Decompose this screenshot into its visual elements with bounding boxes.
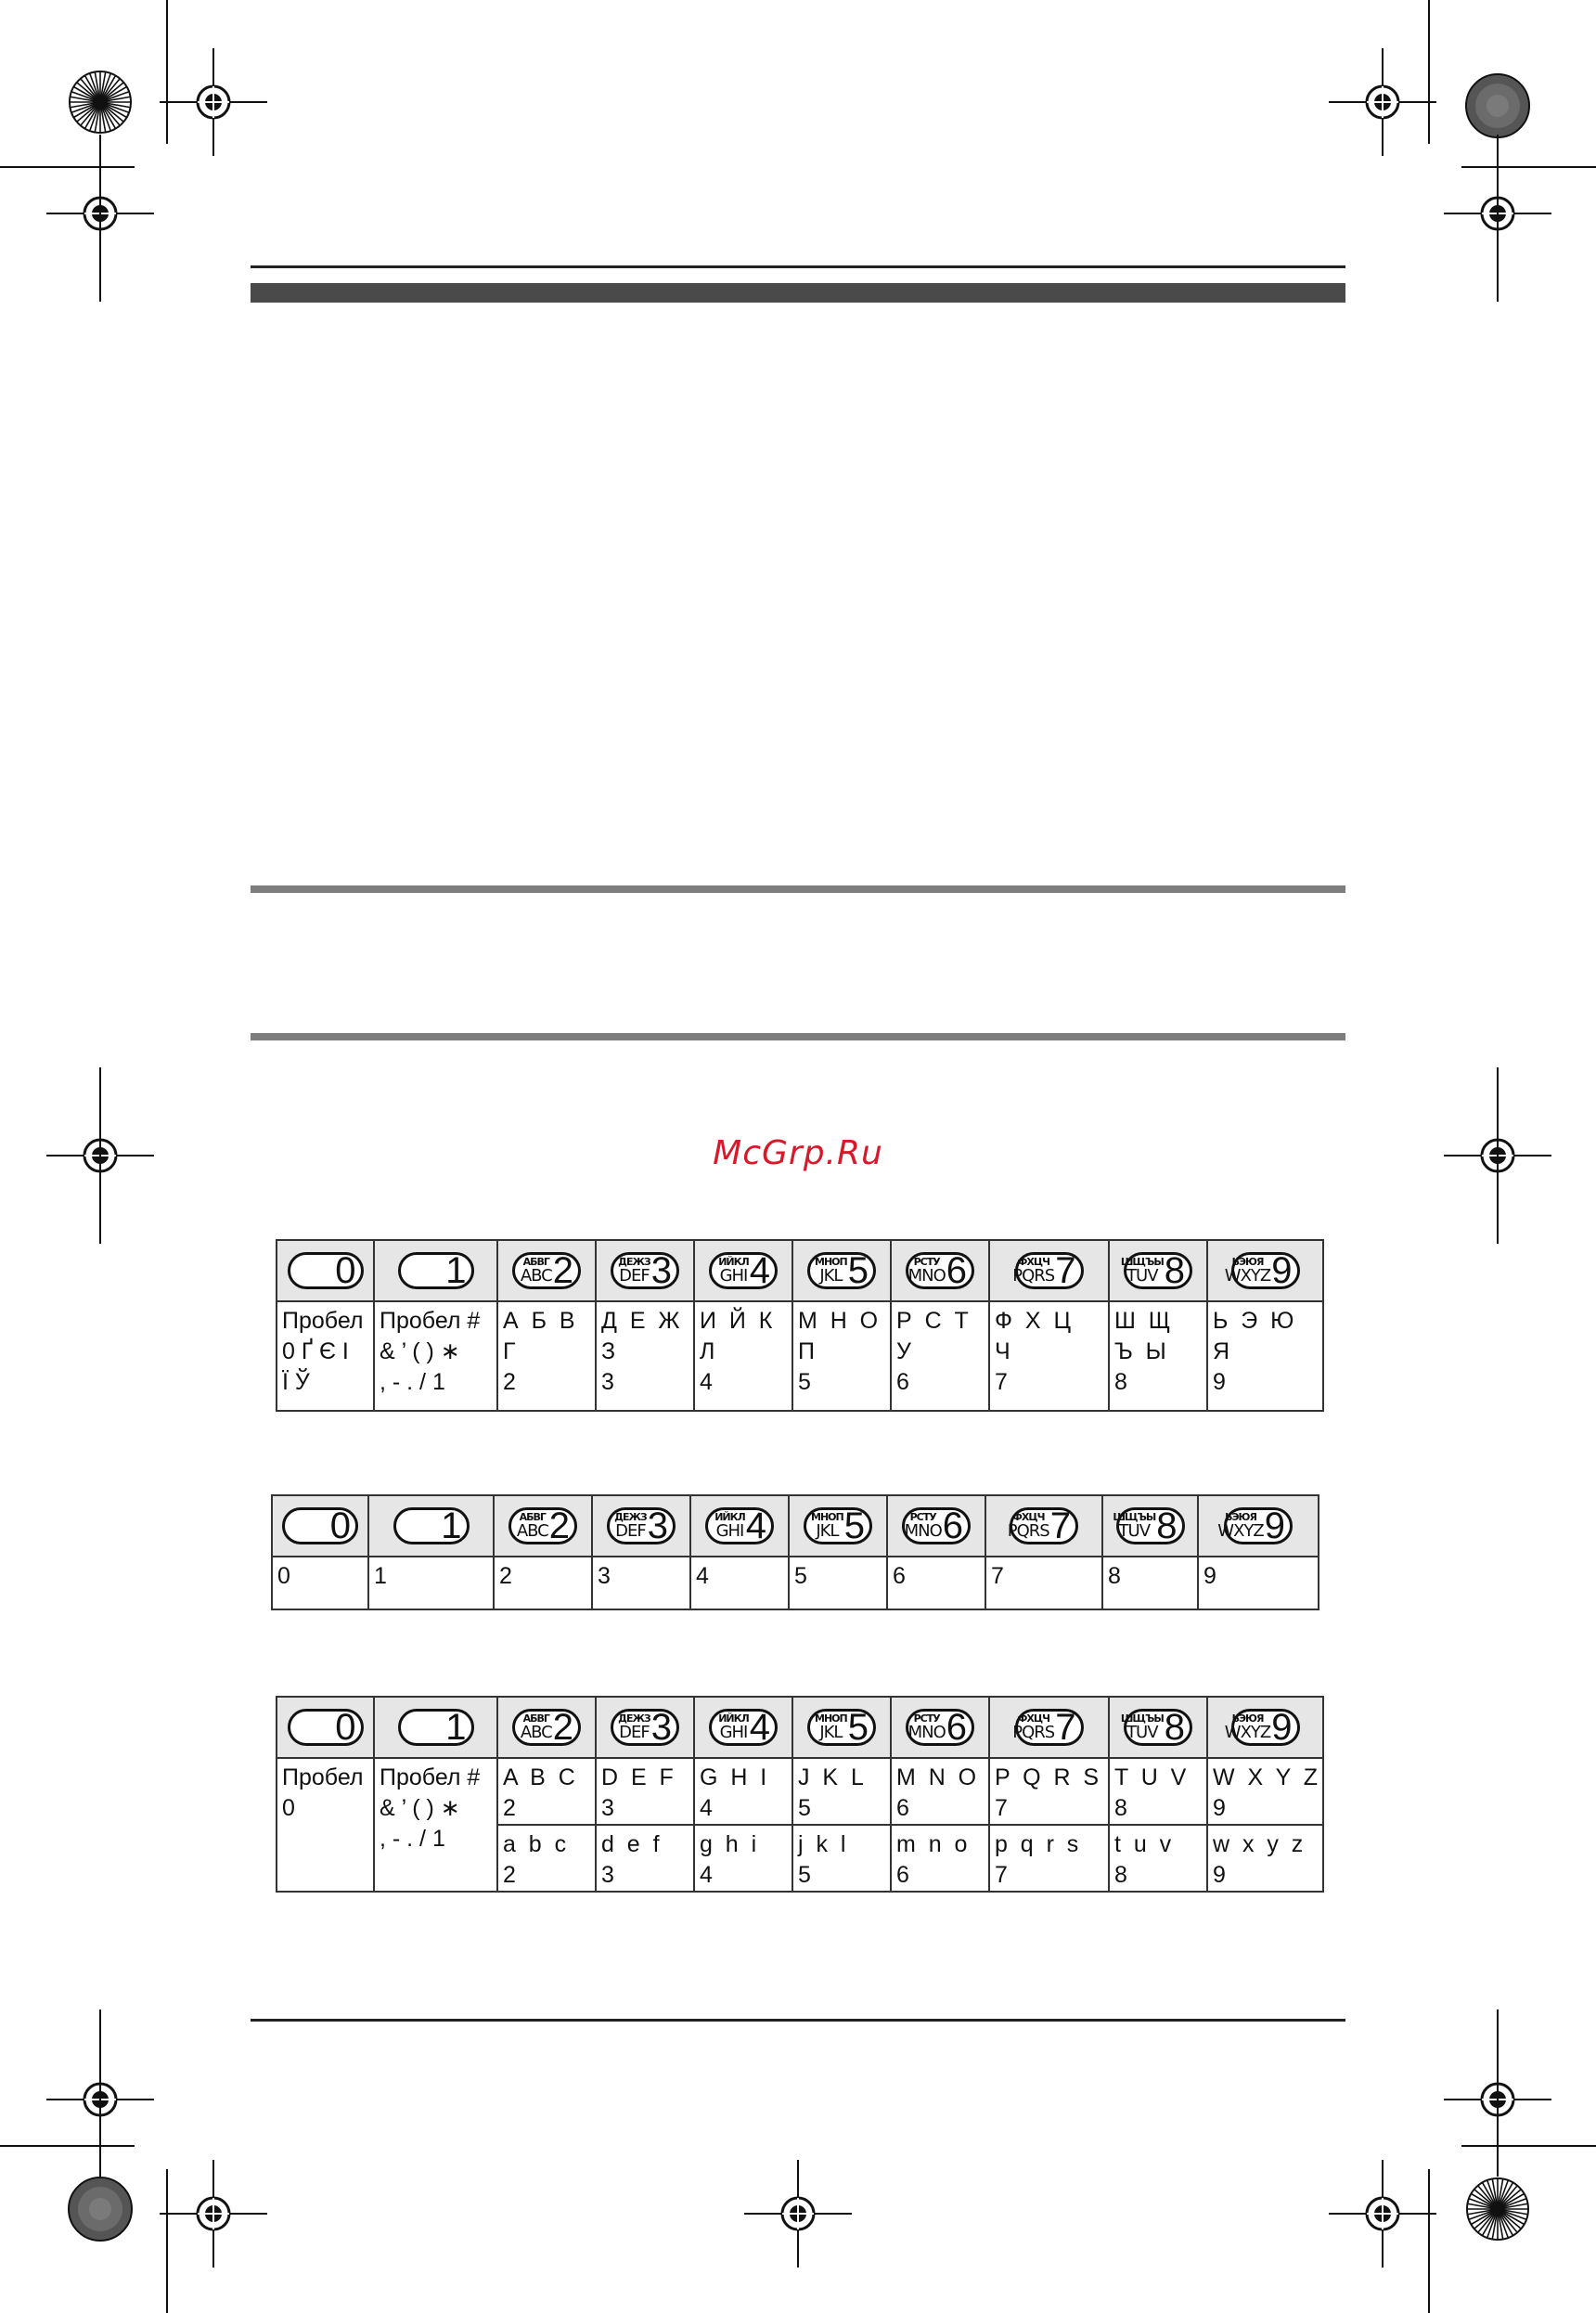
char-list: w x y z 9 <box>1213 1831 1304 1888</box>
char-list: p q r s 7 <box>995 1831 1079 1888</box>
char-list: A B C 2 <box>503 1764 575 1821</box>
key-digit: 3 <box>650 1707 671 1748</box>
key-latin-label: MNO <box>907 1266 946 1286</box>
char-list: Пробел # & ’ ( ) ∗ , - . / 1 <box>380 1308 481 1395</box>
key-digit: 1 <box>445 1707 466 1748</box>
char-list: Д Е Ж З 3 <box>601 1308 680 1395</box>
key-latin-label: MNO <box>907 1723 946 1742</box>
char-list: 8 <box>1108 1563 1121 1589</box>
key-digit: 5 <box>843 1505 864 1546</box>
key-cyrillic-label: ДЕЖЗ <box>614 1511 647 1523</box>
key-cyrillic-label: ДЕЖЗ <box>618 1256 650 1268</box>
key-digit: 2 <box>548 1505 569 1546</box>
char-list: W X Y Z 9 <box>1213 1764 1318 1821</box>
key-latin-label: PQRS <box>1012 1723 1055 1742</box>
key-digit: 8 <box>1156 1505 1177 1546</box>
key-digit: 4 <box>749 1707 769 1748</box>
key-digit: 6 <box>946 1250 966 1291</box>
char-list: g h i 4 <box>700 1831 757 1888</box>
key-digit: 1 <box>445 1250 466 1291</box>
crosshair-mark <box>160 2160 267 2268</box>
key-cyrillic-label: МНОП <box>811 1511 843 1523</box>
crosshair-mark <box>160 48 267 156</box>
key-digit: 4 <box>749 1250 769 1291</box>
key-digit: 6 <box>946 1707 966 1748</box>
key-cyrillic-label: ШЩЪЫ <box>1120 1256 1164 1268</box>
key-latin-label: TUV <box>1118 1521 1151 1541</box>
key-cyrillic-label: ЬЭЮЯ <box>1231 1256 1264 1268</box>
key-digit: 4 <box>745 1505 766 1546</box>
key-cyrillic-label: ИЙКЛ <box>714 1511 745 1523</box>
key-digit: 7 <box>1055 1250 1075 1291</box>
disc-mark-bottom-left <box>69 2177 132 2241</box>
key-latin-label: DEF <box>619 1723 650 1742</box>
key-cyrillic-label: ШЩЪЫ <box>1120 1712 1164 1725</box>
key-cyrillic-label: АБВГ <box>519 1511 546 1523</box>
key-cyrillic-label: ФХЦЧ <box>1012 1511 1045 1523</box>
char-list: a b c 2 <box>503 1831 567 1888</box>
key-latin-label: ABC <box>520 1266 552 1286</box>
crosshair-mark <box>744 2160 852 2268</box>
char-list: D E F 3 <box>601 1764 674 1821</box>
char-list: М Н О П 5 <box>798 1308 879 1395</box>
key-digit: 7 <box>1055 1707 1075 1748</box>
char-list: Р С Т У 6 <box>896 1308 969 1395</box>
key-digit: 5 <box>847 1707 868 1748</box>
watermark-text: McGrp.Ru <box>713 1134 883 1172</box>
char-list: m n o 6 <box>896 1831 968 1888</box>
char-list: Ш Щ Ъ Ы 8 <box>1114 1308 1171 1395</box>
key-latin-label: WXYZ <box>1224 1266 1271 1286</box>
key-digit: 3 <box>647 1505 667 1546</box>
key-cyrillic-label: ИЙКЛ <box>718 1712 749 1725</box>
char-list: 0 <box>277 1563 290 1589</box>
key-cyrillic-label: ЬЭЮЯ <box>1225 1511 1256 1523</box>
key-digit: 0 <box>335 1250 355 1291</box>
char-list: Пробел # & ’ ( ) ∗ , - . / 1 <box>380 1764 481 1852</box>
char-list: 9 <box>1203 1563 1216 1589</box>
key-cyrillic-label: МНОП <box>815 1712 847 1725</box>
key-latin-label: GHI <box>715 1521 744 1541</box>
key-cyrillic-label: ЬЭЮЯ <box>1231 1712 1264 1725</box>
key-latin-label: ABC <box>520 1723 552 1742</box>
char-list: t u v 8 <box>1114 1831 1172 1888</box>
key-cyrillic-label: РСТУ <box>909 1511 936 1523</box>
key-cyrillic-label: ШЩЪЫ <box>1113 1511 1156 1523</box>
key-digit: 0 <box>329 1505 350 1546</box>
key-latin-label: GHI <box>719 1266 748 1286</box>
key-cyrillic-label: МНОП <box>815 1256 847 1268</box>
char-list: M N O 6 <box>896 1764 977 1821</box>
char-list: J K L 5 <box>798 1764 864 1821</box>
crosshair-mark <box>1329 48 1436 156</box>
char-list: 5 <box>794 1563 807 1589</box>
char-list: 2 <box>499 1563 512 1589</box>
char-list: G H I 4 <box>700 1764 767 1821</box>
char-list: 7 <box>991 1563 1004 1589</box>
key-latin-label: WXYZ <box>1217 1521 1264 1541</box>
key-latin-label: ABC <box>516 1521 548 1541</box>
char-list: 1 <box>374 1563 387 1589</box>
key-latin-label: GHI <box>719 1723 748 1742</box>
char-list: Пробел 0 <box>282 1764 364 1821</box>
char-list: Ь Э Ю Я 9 <box>1213 1308 1294 1395</box>
char-list: Пробел 0 Ґ Є І Ї Ў <box>282 1308 364 1395</box>
key-cyrillic-label: ИЙКЛ <box>718 1256 749 1268</box>
key-cyrillic-label: РСТУ <box>913 1712 940 1725</box>
key-latin-label: JKL <box>816 1521 839 1541</box>
char-list: Ф Х Ц Ч 7 <box>995 1308 1071 1395</box>
char-list: d e f 3 <box>601 1831 660 1888</box>
key-digit: 9 <box>1264 1505 1284 1546</box>
key-digit: 5 <box>847 1250 868 1291</box>
char-list: j k l 5 <box>798 1831 846 1888</box>
crosshair-mark <box>1329 2160 1436 2268</box>
key-latin-label: JKL <box>819 1266 843 1286</box>
key-latin-label: PQRS <box>1012 1266 1055 1286</box>
key-digit: 0 <box>335 1707 355 1748</box>
key-digit: 2 <box>552 1707 573 1748</box>
key-latin-label: WXYZ <box>1224 1723 1271 1742</box>
key-cyrillic-label: АБВГ <box>522 1256 549 1268</box>
key-latin-label: PQRS <box>1007 1521 1049 1541</box>
key-digit: 3 <box>650 1250 671 1291</box>
key-latin-label: TUV <box>1126 1723 1158 1742</box>
key-digit: 8 <box>1164 1707 1184 1748</box>
char-list: И Й К Л 4 <box>700 1308 773 1395</box>
key-cyrillic-label: ФХЦЧ <box>1017 1712 1049 1725</box>
key-digit: 7 <box>1049 1505 1070 1546</box>
key-digit: 8 <box>1164 1250 1184 1291</box>
key-cyrillic-label: РСТУ <box>913 1256 940 1268</box>
char-list: А Б В Г 2 <box>503 1308 575 1395</box>
key-digit: 1 <box>441 1505 461 1546</box>
key-cyrillic-label: АБВГ <box>522 1712 549 1725</box>
key-cyrillic-label: ФХЦЧ <box>1017 1256 1049 1268</box>
char-list: 3 <box>598 1563 611 1589</box>
key-digit: 9 <box>1271 1250 1292 1291</box>
key-latin-label: TUV <box>1126 1266 1158 1286</box>
char-list: 4 <box>696 1563 709 1589</box>
disc-mark-top-right <box>1466 74 1529 137</box>
key-digit: 2 <box>552 1250 573 1291</box>
starburst-mark-bottom-right <box>1467 2178 1528 2240</box>
char-list: P Q R S 7 <box>995 1764 1100 1821</box>
key-latin-label: DEF <box>615 1521 646 1541</box>
key-latin-label: JKL <box>819 1723 843 1742</box>
key-digit: 6 <box>942 1505 962 1546</box>
key-digit: 9 <box>1271 1707 1292 1748</box>
starburst-mark-top-left <box>70 71 131 133</box>
key-cyrillic-label: ДЕЖЗ <box>618 1712 650 1725</box>
key-latin-label: DEF <box>619 1266 650 1286</box>
key-latin-label: MNO <box>904 1521 942 1541</box>
char-list: 6 <box>893 1563 906 1589</box>
char-list: T U V 8 <box>1114 1764 1187 1821</box>
